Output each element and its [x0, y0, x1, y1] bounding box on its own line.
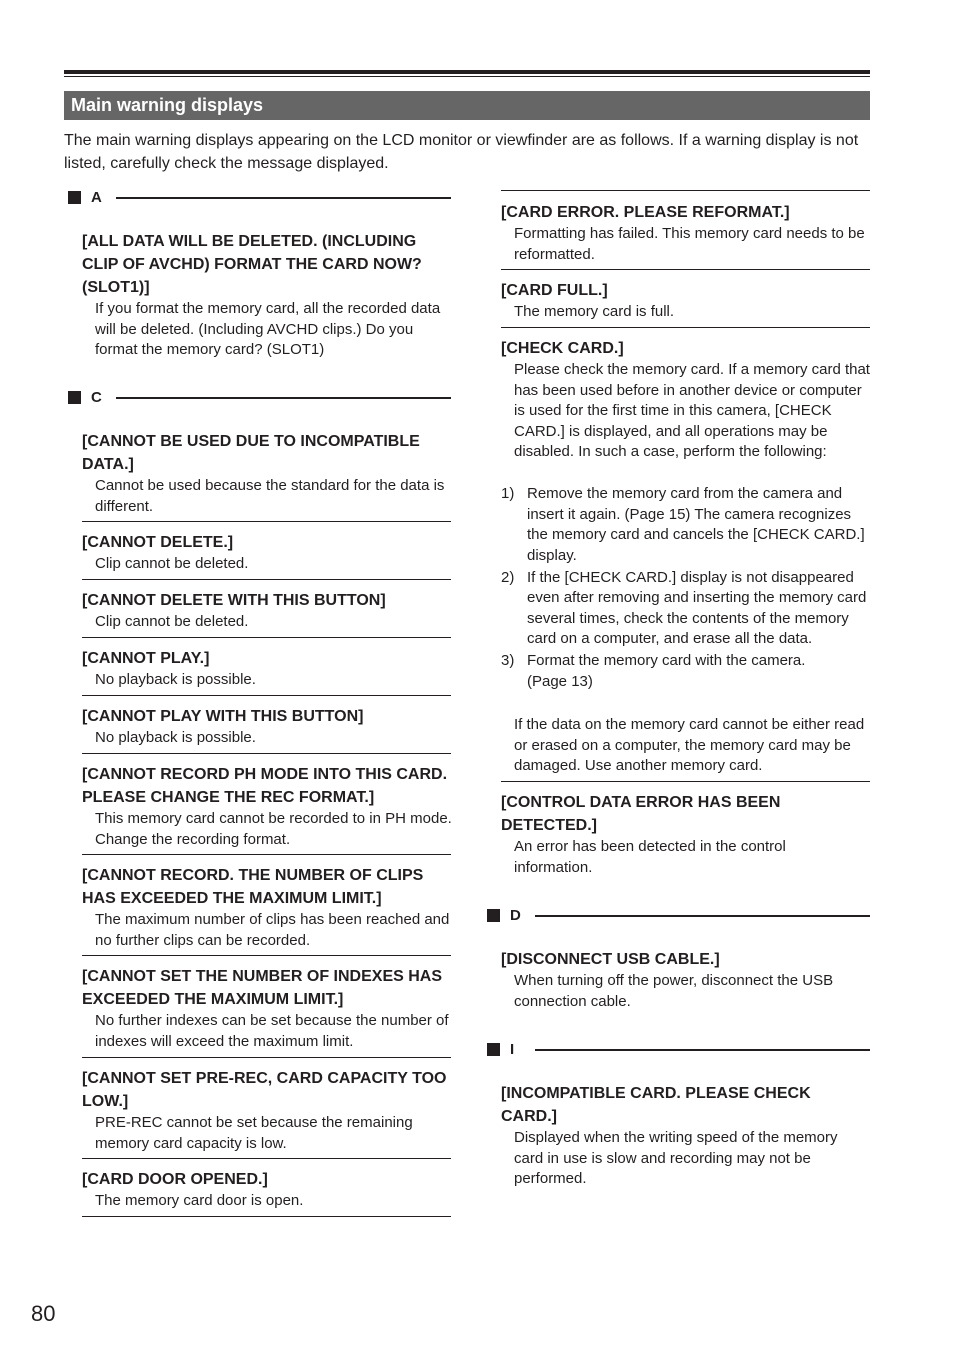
warning-description: Formatting has failed. This memory card needs to be reformatted.: [514, 225, 865, 263]
step-number: 3): [501, 652, 515, 669]
square-bullet-icon: [487, 1043, 500, 1056]
step-text: Remove the memory card from the camera and insert it again. (Page 15) The camera recognizes the memory card and cancels the [CHECK CARD.] display.: [527, 485, 865, 564]
group-rule: [535, 915, 870, 917]
header-rule: [64, 70, 870, 74]
step-number: 2): [501, 568, 515, 586]
warning-title: [ALL DATA WILL BE DELETED. (INCLUDING CLIP OF AVCHD) FORMAT THE CARD NOW? (SLOT1)]: [82, 233, 422, 296]
warning-title: [CANNOT DELETE WITH THIS BUTTON]: [82, 592, 386, 609]
warning-title: [CARD FULL.]: [501, 282, 608, 299]
warning-description: No playback is possible.: [95, 729, 256, 746]
warning-description: Please check the memory card. If a memory card that has been used before in another device or computer is used for the first time in this camera, [CHECK CARD.] is displayed, and all operations may be disabled. In such a case, perform the following:: [514, 361, 870, 460]
entry-divider: [82, 955, 451, 956]
entry-divider: [82, 637, 451, 638]
warning-description: Displayed when the writing speed of the memory card in use is slow and recording may not be performed.: [514, 1129, 838, 1187]
warning-description: No further indexes can be set because the number of indexes will exceed the maximum limit.: [95, 1012, 449, 1050]
warning-entry-check-card: [501, 337, 870, 463]
entry-divider: [82, 1216, 451, 1217]
warning-description: When turning off the power, disconnect the USB connection cable.: [514, 972, 834, 1010]
group-heading-d: [483, 907, 870, 927]
step-number: 1): [501, 485, 515, 502]
step-text: Format the memory card with the camera. (Page 13): [527, 652, 806, 690]
group-heading-a: [64, 189, 451, 209]
warning-title: [CARD ERROR. PLEASE REFORMAT.]: [501, 204, 790, 221]
warning-title: [CANNOT DELETE.]: [82, 534, 234, 551]
check-card-note: [501, 715, 870, 777]
header-rule-thin: [64, 76, 870, 77]
entry-divider: [501, 190, 870, 191]
entry-divider: [82, 695, 451, 696]
entry-divider: [501, 781, 870, 782]
warning-title: [CARD DOOR OPENED.]: [82, 1171, 268, 1188]
warning-entry-pre-rec: [82, 1067, 451, 1154]
entry-divider: [82, 1158, 451, 1159]
group-rule: [535, 1049, 870, 1051]
warning-entry-incompatible-card: [501, 1082, 870, 1190]
warning-description: If you format the memory card, all the recorded data will be deleted. (Including AVCHD clips.) Do you format the memory card? (SLOT1): [95, 300, 441, 358]
warning-entry-clips-limit: [82, 864, 451, 951]
section-title: Main warning displays: [64, 91, 870, 120]
warning-title: [CANNOT SET PRE-REC, CARD CAPACITY TOO LOW.]: [82, 1070, 447, 1110]
warning-description: The maximum number of clips has been reached and no further clips can be recorded.: [95, 911, 450, 949]
entry-divider: [82, 521, 451, 522]
warning-entry-incompatible-data: [82, 430, 451, 517]
page-number: 80: [31, 1301, 56, 1326]
entry-divider: [82, 579, 451, 580]
warning-title: [CHECK CARD.]: [501, 340, 624, 357]
square-bullet-icon: [68, 191, 81, 204]
group-letter: C: [91, 389, 102, 406]
warning-title: [INCOMPATIBLE CARD. PLEASE CHECK CARD.]: [501, 1085, 811, 1125]
group-letter: D: [510, 907, 521, 924]
group-letter: I: [510, 1041, 515, 1058]
entry-divider: [501, 327, 870, 328]
warning-description: Clip cannot be deleted.: [95, 555, 249, 572]
warning-description: An error has been detected in the control information.: [514, 838, 786, 876]
list-item: [501, 568, 871, 650]
warning-title: [CANNOT RECORD. THE NUMBER OF CLIPS HAS EXCEEDED THE MAXIMUM LIMIT.]: [82, 867, 424, 907]
warning-description: This memory card cannot be recorded to in PH mode. Change the recording format.: [95, 810, 452, 848]
warning-entry-card-door: [82, 1168, 451, 1212]
warning-title: [DISCONNECT USB CABLE.]: [501, 951, 720, 968]
warning-description: Clip cannot be deleted.: [95, 613, 249, 630]
warning-title: [CONTROL DATA ERROR HAS BEEN DETECTED.]: [501, 794, 781, 834]
warning-title: [CANNOT PLAY WITH THIS BUTTON]: [82, 708, 364, 725]
entry-divider: [82, 753, 451, 754]
warning-entry-indexes-limit: [82, 965, 454, 1052]
square-bullet-icon: [68, 391, 81, 404]
group-rule: [116, 397, 451, 399]
entry-divider: [501, 269, 870, 270]
warning-description: Cannot be used because the standard for the data is different.: [95, 477, 445, 515]
warning-description: No playback is possible.: [95, 671, 256, 688]
entry-divider: [82, 1057, 451, 1058]
warning-description: The memory card is full.: [514, 303, 675, 320]
step-text: If the [CHECK CARD.] display is not disappeared even after removing and inserting the memory card several times, check the contents of the memory card on a computer, and erase all the data.: [527, 568, 867, 647]
warning-description: If the data on the memory card cannot be either read or erased on a computer, the memory card may be damaged. Use another memory card.: [514, 716, 865, 774]
warning-description: The memory card door is open.: [95, 1192, 304, 1209]
warning-entry-cannot-play: [82, 647, 451, 691]
group-heading-c: [64, 389, 451, 409]
warning-title: [CANNOT SET THE NUMBER OF INDEXES HAS EXCEEDED THE MAXIMUM LIMIT.]: [82, 968, 443, 1008]
list-item: [501, 651, 871, 692]
group-rule: [116, 197, 451, 199]
group-heading-i: [483, 1041, 870, 1061]
list-item: [501, 484, 871, 566]
warning-entry-cannot-play-button: [82, 705, 451, 749]
warning-title: [CANNOT PLAY.]: [82, 650, 210, 667]
warning-title: [CANNOT BE USED DUE TO INCOMPATIBLE DATA.]: [82, 433, 420, 473]
warning-entry-control-data: [501, 791, 870, 878]
group-letter: A: [91, 189, 102, 206]
warning-entry-ph-mode: [82, 763, 454, 850]
warning-entry-card-error: [501, 201, 870, 265]
intro-paragraph: The main warning displays appearing on the LCD monitor or viewfinder are as follows. If a warning display is not listed, carefully check the message displayed.: [64, 132, 859, 172]
check-card-steps: [501, 484, 871, 692]
warning-entry-all-data: [82, 230, 451, 361]
entry-divider: [82, 854, 451, 855]
warning-entry-cannot-delete: [82, 531, 451, 575]
warning-entry-disconnect-usb: [501, 948, 870, 1012]
square-bullet-icon: [487, 909, 500, 922]
warning-title: [CANNOT RECORD PH MODE INTO THIS CARD. PLEASE CHANGE THE REC FORMAT.]: [82, 766, 448, 806]
warning-entry-cannot-delete-button: [82, 589, 451, 633]
warning-description: PRE-REC cannot be set because the remaining memory card capacity is low.: [95, 1114, 413, 1152]
warning-entry-card-full: [501, 279, 870, 323]
